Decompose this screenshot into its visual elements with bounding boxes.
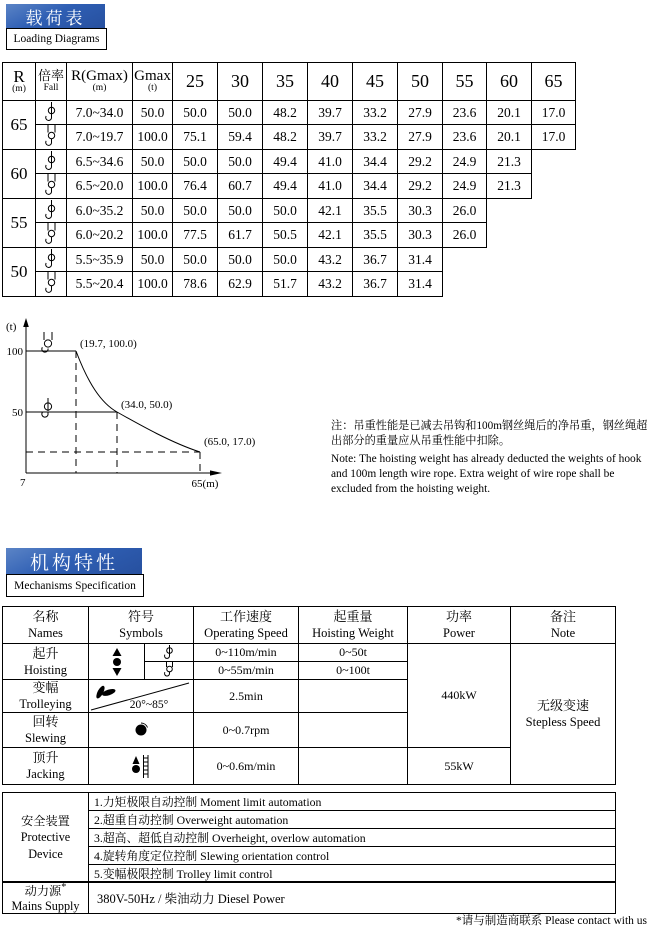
load-value: 41.0 [308, 174, 353, 199]
mech-row-hoisting-1 [3, 644, 616, 662]
table-row [3, 174, 576, 199]
hoisting-weight-double: 0~100t [299, 662, 408, 680]
mains-supply-value: 380V-50Hz / 柴油动力 Diesel Power [89, 882, 616, 914]
section-mech-title-cn [6, 548, 142, 574]
load-value: 76.4 [173, 174, 218, 199]
load-value: 35.5 [353, 199, 398, 223]
symbols-cn: 符号 [127, 609, 154, 625]
col-header-note [511, 607, 616, 644]
protective-device-label [3, 793, 89, 883]
hoisting-weight-single: 0~50t [299, 644, 408, 662]
jacking-cn: 顶升 [32, 750, 59, 766]
load-value: 34.4 [353, 174, 398, 199]
fall-cell [36, 223, 67, 248]
mains-supply-table [2, 881, 616, 914]
load-value: 30.3 [398, 223, 443, 248]
table-row [3, 150, 576, 174]
protective-row [3, 847, 616, 865]
load-value: 43.2 [308, 248, 353, 272]
names-cn: 名称 [32, 609, 59, 625]
load-value: 43.2 [308, 272, 353, 297]
mains-supply-label [3, 882, 89, 914]
note-chinese: 注：吊重性能是已减去吊钩和100m钢丝绳后的净吊重，钢丝绳超出部分的重量应从吊重性能中扣除。 [331, 420, 648, 447]
radius-50: 50 [3, 248, 36, 297]
load-value: 50.0 [173, 101, 218, 125]
speed-en: Operating Speed [204, 626, 288, 641]
load-value: 29.2 [398, 174, 443, 199]
double-fall-hook-icon [45, 174, 58, 198]
stepless-cn: 无级变速 [536, 698, 589, 714]
slewing-speed: 0~0.7rpm [194, 713, 299, 748]
load-value: 36.7 [353, 248, 398, 272]
single-fall-hook-icon [45, 151, 58, 173]
x-tick-65: 65(m) [191, 478, 219, 490]
mains-en: Mains Supply [11, 898, 80, 913]
empty-cell [487, 248, 532, 272]
empty-cell [487, 272, 532, 297]
radius-65: 65 [3, 101, 36, 150]
protective-en1: Protective [20, 830, 71, 845]
col-header-radius-main: R [13, 66, 25, 86]
mech-header-row [3, 607, 616, 644]
notes-block [331, 419, 649, 496]
load-value: 30.3 [398, 199, 443, 223]
empty-cell [487, 223, 532, 248]
fall-cell [36, 272, 67, 297]
range-cell: 7.0~34.0 [67, 101, 133, 125]
fall-cell [36, 248, 67, 272]
load-value: 50.0 [173, 248, 218, 272]
loading-table-header-row [3, 63, 576, 101]
col-header-25: 25 [173, 63, 218, 101]
radius-55: 55 [3, 199, 36, 248]
table-row [3, 101, 576, 125]
table-row [3, 125, 576, 150]
mech-symbol-trolleying [89, 680, 194, 713]
section-mech-title-cn-text: 机构特性 [29, 552, 118, 574]
note-en: Note [550, 626, 576, 641]
fall-cell [36, 174, 67, 199]
mains-asterisk: * [61, 882, 67, 893]
col-header-symbols [89, 607, 194, 644]
col-header-50: 50 [398, 63, 443, 101]
jacking-weight [299, 748, 408, 785]
gmax-cell: 100.0 [133, 223, 173, 248]
load-value: 50.5 [263, 223, 308, 248]
load-value: 27.9 [398, 125, 443, 150]
table-row [3, 248, 576, 272]
mech-name-hoisting [3, 644, 89, 680]
y-axis-unit-label: (t) [6, 321, 17, 333]
load-value: 39.7 [308, 101, 353, 125]
load-value: 48.2 [263, 125, 308, 150]
load-value: 50.0 [173, 150, 218, 174]
slewing-icon [133, 722, 149, 738]
x-tick-7: 7 [20, 477, 26, 489]
luffing-jib-icon [89, 681, 192, 712]
col-header-rgmax [67, 63, 133, 101]
range-cell: 5.5~20.4 [67, 272, 133, 297]
protective-item-4: 4.旋转角度定位控制 Slewing orientation control [89, 847, 616, 865]
load-value: 23.6 [443, 125, 487, 150]
load-value: 39.7 [308, 125, 353, 150]
section-mech-title-en-text: Mechanisms Specification [14, 579, 136, 592]
single-fall-hook-icon [45, 102, 58, 124]
load-value: 50.0 [263, 199, 308, 223]
empty-cell [532, 223, 576, 248]
protective-row [3, 793, 616, 811]
col-header-gmax-unit: (t) [148, 83, 157, 94]
empty-cell [532, 150, 576, 174]
col-header-fall-en: Fall [43, 82, 59, 93]
load-value: 35.5 [353, 223, 398, 248]
mech-symbol-slewing [89, 713, 194, 748]
col-header-35: 35 [263, 63, 308, 101]
gmax-cell: 50.0 [133, 150, 173, 174]
load-value: 50.0 [263, 248, 308, 272]
annotation-19-7-100: (19.7, 100.0) [80, 338, 137, 350]
load-value: 42.1 [308, 223, 353, 248]
load-value: 33.2 [353, 125, 398, 150]
hoist-arrows-icon [110, 647, 124, 677]
gmax-cell: 100.0 [133, 272, 173, 297]
hoisting-en: Hoisting [23, 662, 68, 677]
col-header-power [408, 607, 511, 644]
col-header-gmax [133, 63, 173, 101]
load-value: 31.4 [398, 272, 443, 297]
contact-manufacturer-note: *请与制造商联系 Please contact with us [455, 915, 647, 927]
table-row [3, 272, 576, 297]
protective-item-2: 2.超重自动控制 Overweight automation [89, 811, 616, 829]
single-fall-hook-icon [45, 200, 58, 222]
empty-cell [443, 272, 487, 297]
names-en: Names [28, 626, 63, 641]
load-value: 27.9 [398, 101, 443, 125]
load-value: 50.0 [218, 101, 263, 125]
section-loading-title-cn [6, 4, 105, 28]
col-header-radius [3, 63, 36, 101]
mech-symbol-hoisting [89, 644, 145, 680]
loading-table [2, 62, 576, 297]
single-fall-hook-icon [163, 645, 176, 661]
protective-device-table [2, 792, 616, 883]
load-value: 21.3 [487, 174, 532, 199]
double-fall-hook-icon [42, 332, 52, 352]
col-header-fall-cn: 倍率 [37, 68, 64, 84]
col-header-60: 60 [487, 63, 532, 101]
empty-cell [487, 199, 532, 223]
speed-cn: 工作速度 [219, 609, 272, 625]
double-fall-hook-icon [45, 272, 58, 296]
load-curve-chart [0, 315, 340, 510]
trolleying-en: Trolleying [19, 697, 72, 712]
hoisting-cn: 起升 [32, 645, 59, 661]
load-value: 23.6 [443, 101, 487, 125]
load-value: 50.0 [218, 248, 263, 272]
col-header-speed [194, 607, 299, 644]
section-mech-title-en [6, 574, 144, 597]
double-fall-hook-icon [163, 662, 176, 679]
load-value: 26.0 [443, 223, 487, 248]
x-axis-arrow-icon [210, 470, 222, 475]
gmax-cell: 100.0 [133, 125, 173, 150]
protective-row [3, 829, 616, 847]
mech-name-slewing [3, 713, 89, 748]
table-row [3, 199, 576, 223]
col-header-names [3, 607, 89, 644]
load-value: 36.7 [353, 272, 398, 297]
load-value: 42.1 [308, 199, 353, 223]
jacking-speed: 0~0.6m/min [194, 748, 299, 785]
col-header-rgmax-unit: (m) [92, 83, 107, 94]
table-row [3, 223, 576, 248]
range-cell: 5.5~35.9 [67, 248, 133, 272]
load-value: 49.4 [263, 174, 308, 199]
col-header-weight [299, 607, 408, 644]
weight-en: Hoisting Weight [312, 626, 394, 641]
load-value: 34.4 [353, 150, 398, 174]
load-value: 29.2 [398, 150, 443, 174]
luffing-angle-label: 20°~85° [129, 698, 169, 711]
power-jacking-value: 55kW [408, 748, 511, 785]
col-header-55: 55 [443, 63, 487, 101]
section-loading-title-cn-text: 载荷表 [25, 8, 86, 28]
load-value: 48.2 [263, 101, 308, 125]
empty-cell [532, 174, 576, 199]
load-value: 31.4 [398, 248, 443, 272]
mech-name-trolleying [3, 680, 89, 713]
section-loading-title-en-text: Loading Diagrams [13, 33, 100, 45]
protective-row [3, 811, 616, 829]
weight-cn: 起重量 [333, 609, 373, 625]
range-cell: 6.5~20.0 [67, 174, 133, 199]
slewing-en: Slewing [25, 731, 66, 746]
load-value: 24.9 [443, 174, 487, 199]
load-value: 75.1 [173, 125, 218, 150]
mech-name-jacking [3, 748, 89, 785]
col-header-30: 30 [218, 63, 263, 101]
section-loading-title-en [6, 28, 107, 50]
fall-cell [36, 125, 67, 150]
y-axis-arrow-icon [23, 318, 29, 327]
col-header-fall [36, 63, 67, 101]
load-value: 24.9 [443, 150, 487, 174]
col-header-40: 40 [308, 63, 353, 101]
load-value: 59.4 [218, 125, 263, 150]
col-header-radius-unit: (m) [12, 84, 26, 95]
fall-cell [36, 101, 67, 125]
protective-item-3: 3.超高、超低自动控制 Overheight, overlow automation [89, 829, 616, 847]
double-fall-hook-icon [45, 223, 58, 247]
load-value: 50.0 [218, 199, 263, 223]
annotation-34-50: (34.0, 50.0) [121, 399, 173, 411]
col-header-rgmax-main: R(Gmax) [71, 67, 128, 84]
load-value: 77.5 [173, 223, 218, 248]
annotation-65-17: (65.0, 17.0) [204, 436, 256, 448]
gmax-cell: 100.0 [133, 174, 173, 199]
load-value: 62.9 [218, 272, 263, 297]
single-fall-hook-icon [45, 249, 58, 271]
load-value: 17.0 [532, 125, 576, 150]
jacking-icon [131, 753, 151, 779]
load-value: 50.0 [173, 199, 218, 223]
mains-cn [3, 882, 88, 899]
load-value: 61.7 [218, 223, 263, 248]
slewing-cn: 回转 [32, 714, 59, 730]
empty-cell [532, 199, 576, 223]
note-stepless-speed [511, 644, 616, 785]
col-header-45: 45 [353, 63, 398, 101]
protective-item-1: 1.力矩极限自动控制 Moment limit automation [89, 793, 616, 811]
empty-cell [443, 248, 487, 272]
load-value: 51.7 [263, 272, 308, 297]
load-value: 41.0 [308, 150, 353, 174]
mech-symbol-jacking [89, 748, 194, 785]
slewing-weight [299, 713, 408, 748]
range-cell: 7.0~19.7 [67, 125, 133, 150]
y-tick-100: 100 [6, 346, 23, 358]
power-cn: 功率 [445, 609, 472, 625]
gmax-cell: 50.0 [133, 248, 173, 272]
protective-en2: Device [28, 846, 63, 861]
power-en: Power [443, 626, 475, 641]
range-cell: 6.5~34.6 [67, 150, 133, 174]
empty-cell [532, 248, 576, 272]
mechanisms-table [2, 606, 616, 785]
gmax-cell: 50.0 [133, 101, 173, 125]
load-value: 50.0 [218, 150, 263, 174]
fall-cell [36, 199, 67, 223]
y-tick-50: 50 [12, 407, 23, 419]
load-value: 33.2 [353, 101, 398, 125]
hoisting-speed-single: 0~110m/min [194, 644, 299, 662]
load-value: 49.4 [263, 150, 308, 174]
load-value: 17.0 [532, 101, 576, 125]
range-cell: 6.0~20.2 [67, 223, 133, 248]
note-english: Note: The hoisting weight has already deducted the weights of hook and 100m length wire rope. Extra weight of wire rope shall be excluded from the hoisting weight. [331, 453, 642, 495]
load-value: 20.1 [487, 101, 532, 125]
col-header-65: 65 [532, 63, 576, 101]
mains-cn-text: 动力源 [24, 884, 62, 899]
power-main-value: 440kW [408, 644, 511, 748]
fall-cell [36, 150, 67, 174]
trolleying-weight [299, 680, 408, 713]
gmax-cell: 50.0 [133, 199, 173, 223]
load-value: 60.7 [218, 174, 263, 199]
trolleying-speed: 2.5min [194, 680, 299, 713]
load-value: 78.6 [173, 272, 218, 297]
load-value: 20.1 [487, 125, 532, 150]
hoisting-speed-double: 0~55m/min [194, 662, 299, 680]
protective-item-5: 5.变幅极限控制 Trolley limit control [89, 865, 616, 883]
mech-symbol-single-hook [145, 644, 194, 662]
radius-60: 60 [3, 150, 36, 199]
double-fall-hook-icon [45, 125, 58, 149]
note-cn: 备注 [549, 609, 576, 625]
jacking-en: Jacking [26, 767, 65, 782]
mech-symbol-double-hook [145, 662, 194, 680]
empty-cell [532, 272, 576, 297]
trolleying-cn: 变幅 [32, 680, 59, 696]
single-fall-hook-icon [42, 398, 52, 417]
protective-cn: 安全装置 [21, 813, 70, 828]
stepless-en: Stepless Speed [525, 715, 601, 730]
mains-supply-row [3, 882, 616, 914]
load-value: 26.0 [443, 199, 487, 223]
protective-row [3, 865, 616, 883]
col-header-gmax-main: Gmax [134, 67, 171, 84]
symbols-en: Symbols [119, 626, 163, 641]
load-value: 21.3 [487, 150, 532, 174]
range-cell: 6.0~35.2 [67, 199, 133, 223]
